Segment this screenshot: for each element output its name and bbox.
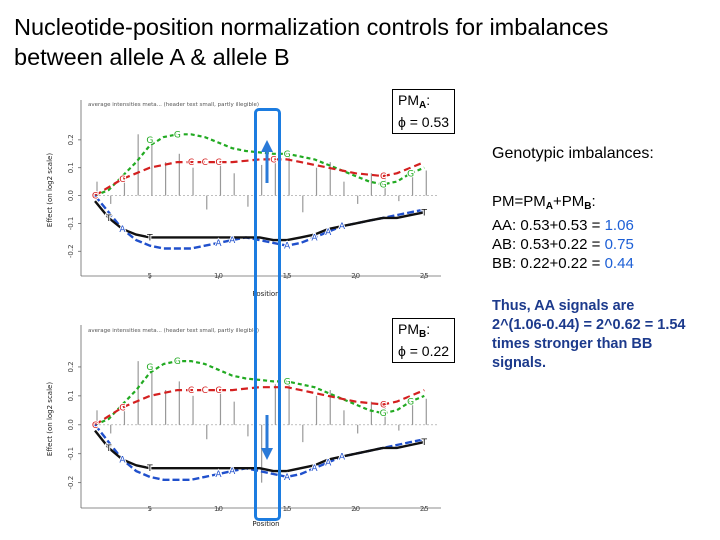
nucleotide-label: C <box>119 174 126 185</box>
y-tick-label: -0.1 <box>67 446 75 461</box>
nucleotide-label: G <box>146 362 154 373</box>
formula-sub-b: B <box>584 201 592 212</box>
slide-title: Nucleotide-position normalization controls for imbalances between allele A & allele B <box>14 14 609 70</box>
chart-top <box>46 100 441 298</box>
nucleotide-label: C <box>201 158 208 169</box>
nucleotide-label: G <box>283 377 291 388</box>
callout-a-phi: ϕ = 0.53 <box>398 114 450 130</box>
nucleotide-label: C <box>379 400 387 411</box>
nucleotide-label: G <box>173 357 181 368</box>
nucleotide-label: A <box>229 236 236 247</box>
nucleotide-label: T <box>105 213 112 224</box>
y-tick-label: 0.2 <box>67 134 75 146</box>
nucleotide-label: T <box>105 443 112 454</box>
callout-a-suffix: : <box>426 92 431 108</box>
x-tick-label: 20 <box>351 505 361 513</box>
conclusion-text: Thus, AA signals are 2^(1.06-0.44) = 2^0.62 = 1.54 times stronger than BB signals. <box>492 298 686 371</box>
nucleotide-label: A <box>311 233 318 244</box>
nucleotide-label: A <box>325 227 332 238</box>
nucleotide-label: G <box>146 135 154 146</box>
nucleotide-label: C <box>187 158 195 169</box>
nucleotide-label: A <box>311 464 318 475</box>
x-tick-label: 20 <box>351 272 361 280</box>
formula-plus: +PM <box>553 193 585 210</box>
nucleotide-label: G <box>173 130 181 141</box>
x-tick-label: 15 <box>282 505 292 513</box>
nucleotide-label: A <box>119 455 126 466</box>
formula-pm: PM=PM <box>492 193 546 210</box>
row-bb-label: BB: 0.22+0.22 = <box>492 255 605 272</box>
nucleotide-label: C <box>215 386 222 397</box>
nucleotide-label: A <box>283 472 291 483</box>
nucleotide-label: A <box>338 452 346 463</box>
nucleotide-label: T <box>421 208 428 219</box>
genotypic-heading: Genotypic imbalances: <box>492 145 654 162</box>
nucleotide-label: C <box>215 158 222 169</box>
callout-a-sub: A <box>419 100 427 111</box>
nucleotide-label: C <box>201 386 208 397</box>
x-tick-label: 5 <box>147 505 153 513</box>
row-aa-value: 1.06 <box>604 217 634 234</box>
x-axis-label: Position <box>252 520 280 528</box>
formula-line <box>492 192 634 216</box>
nucleotide-label: C <box>379 172 387 183</box>
y-tick-label: 0.0 <box>67 419 75 431</box>
x-tick-label: 10 <box>214 272 223 280</box>
nucleotide-label: C <box>91 191 99 202</box>
callout-b-phi: ϕ = 0.22 <box>398 343 450 359</box>
y-axis-label: Effect (on log2 scale) <box>46 381 54 457</box>
nucleotide-label: G <box>407 169 415 180</box>
x-tick-label: 25 <box>419 272 429 280</box>
nucleotide-label: A <box>229 467 236 478</box>
chart-header: average intensities meta... (header text small, partly illegible) <box>88 102 260 108</box>
nucleotide-label: C <box>119 403 126 414</box>
row-bb <box>492 254 634 273</box>
callout-a-prefix: PM <box>398 92 419 108</box>
chart-header: average intensities meta... (header text small, partly illegible) <box>88 328 260 334</box>
nucleotide-label: A <box>215 238 222 249</box>
nucleotide-label: G <box>379 180 387 191</box>
highlight-box <box>254 108 281 521</box>
y-tick-label: -0.1 <box>67 216 75 231</box>
x-tick-label: 15 <box>282 272 292 280</box>
nucleotide-label: C <box>270 155 277 166</box>
nucleotide-label: G <box>407 397 415 408</box>
nucleotide-label: C <box>187 386 195 397</box>
x-tick-label: 25 <box>419 505 429 513</box>
nucleotide-label: T <box>147 233 153 244</box>
callout-b-suffix: : <box>426 321 431 337</box>
nucleotide-label: A <box>215 469 222 480</box>
callout-pm-b <box>392 318 455 363</box>
nucleotide-label: T <box>147 464 153 475</box>
nucleotide-label: A <box>119 225 126 235</box>
y-tick-label: 0.0 <box>67 190 75 202</box>
y-axis-label: Effect (on log2 scale) <box>46 152 54 228</box>
row-ab <box>492 235 634 254</box>
nucleotide-label: C <box>91 420 99 431</box>
nucleotide-label: G <box>283 149 291 160</box>
chart-bottom <box>46 325 441 528</box>
callout-b-prefix: PM <box>398 321 419 337</box>
nucleotide-label: A <box>283 241 291 252</box>
y-tick-label: -0.2 <box>67 475 75 490</box>
nucleotide-label: A <box>338 222 346 233</box>
formula-block <box>492 192 634 273</box>
callout-pm-a <box>392 89 455 134</box>
nucleotide-label: T <box>421 438 428 449</box>
y-tick-label: -0.2 <box>67 244 75 259</box>
callout-b-sub: B <box>419 329 427 340</box>
y-tick-label: 0.2 <box>67 361 75 373</box>
nucleotide-label: G <box>379 409 387 420</box>
row-bb-value: 0.44 <box>604 255 634 272</box>
row-aa-label: AA: 0.53+0.53 = <box>492 217 605 234</box>
y-tick-label: 0.1 <box>67 162 75 174</box>
row-ab-value: 0.75 <box>604 236 634 253</box>
y-tick-label: 0.1 <box>67 390 75 402</box>
x-tick-label: 10 <box>214 505 223 513</box>
nucleotide-label: A <box>325 458 332 469</box>
x-tick-label: 5 <box>147 272 153 280</box>
row-ab-label: AB: 0.53+0.22 = <box>492 236 605 253</box>
formula-sub-a: A <box>545 201 553 212</box>
x-axis-label: Position <box>252 290 280 298</box>
formula-colon: : <box>591 193 596 210</box>
row-aa <box>492 216 634 235</box>
